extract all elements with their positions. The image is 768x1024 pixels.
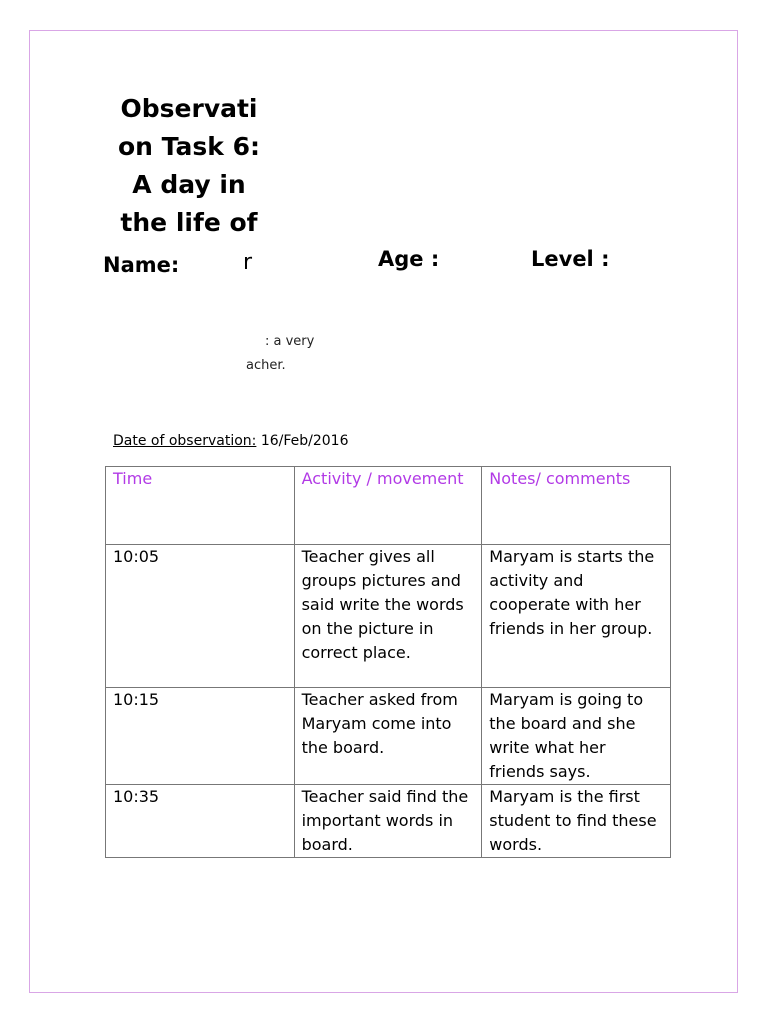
- date-of-observation: [113, 432, 349, 450]
- date-value: 16/Feb/2016: [256, 433, 349, 449]
- cell-activity: Teacher said find the important words in board.: [294, 785, 482, 858]
- date-label: Date of observation:: [113, 433, 257, 449]
- title-line: Observati: [120, 94, 258, 123]
- cell-time: 10:05: [106, 545, 295, 688]
- header-time: Time: [106, 467, 295, 545]
- cell-activity: Teacher gives all groups pictures and said write the words on the picture in correct place.: [294, 545, 482, 688]
- table-row: [106, 545, 671, 688]
- cell-notes: Maryam is the first student to find these words.: [482, 785, 671, 858]
- table-header-row: [106, 467, 671, 545]
- name-value: r: [243, 250, 253, 275]
- name-label: Name:: [103, 253, 180, 277]
- observation-table: [105, 466, 671, 858]
- document-title: [104, 90, 274, 242]
- cell-notes: Maryam is going to the board and she write what her friends says.: [482, 688, 671, 785]
- text-fragment: acher.: [246, 358, 286, 373]
- header-notes: Notes/ comments: [482, 467, 671, 545]
- title-line: the life of: [120, 208, 258, 237]
- title-line: on Task 6:: [118, 132, 260, 161]
- cell-time: 10:15: [106, 688, 295, 785]
- header-activity: Activity / movement: [294, 467, 482, 545]
- cell-time: 10:35: [106, 785, 295, 858]
- level-label: Level :: [531, 247, 610, 271]
- text-fragment: : a very: [265, 334, 315, 349]
- cell-notes: Maryam is starts the activity and cooperate with her friends in her group.: [482, 545, 671, 688]
- cell-activity: Teacher asked from Maryam come into the board.: [294, 688, 482, 785]
- age-label: Age :: [378, 247, 440, 271]
- title-line: A day in: [132, 170, 246, 199]
- table-row: [106, 688, 671, 785]
- table-row: [106, 785, 671, 858]
